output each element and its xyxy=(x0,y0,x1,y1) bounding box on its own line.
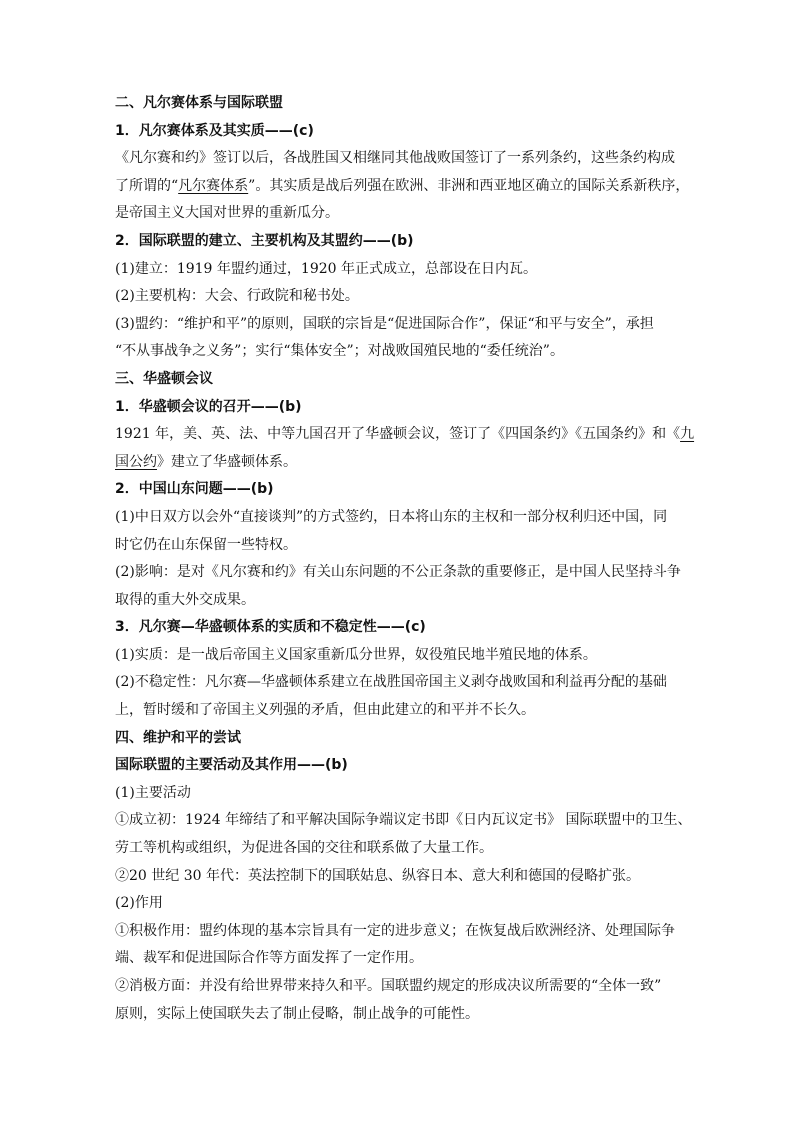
paragraph-line: 取得的重大外交成果。 xyxy=(115,591,255,608)
subsection-heading: 国际联盟的主要活动及其作用——(b) xyxy=(115,757,348,774)
paragraph-line: (1)建立：1919 年盟约通过，1920 年正式成立，总部设在日内瓦。 xyxy=(115,260,537,277)
paragraph-line xyxy=(115,424,695,444)
underlined-term: 九 xyxy=(680,426,695,443)
paragraph-line: 原则，实际上使国联失去了制止侵略，制止战争的可能性。 xyxy=(115,1005,479,1022)
paragraph-line xyxy=(115,176,690,196)
subsection-heading: 2．中国山东问题——(b) xyxy=(115,481,274,498)
subsection-heading: 3．凡尔赛—华盛顿体系的实质和不稳定性——(c) xyxy=(115,619,426,636)
paragraph-line: ②20 世纪 30 年代：英法控制下的国联姑息、纵容日本、意大利和德国的侵略扩张。 xyxy=(115,867,640,884)
paragraph-line: ①积极作用：盟约体现的基本宗旨具有一定的进步意义；在恢复战后欧洲经济、处理国际争 xyxy=(115,922,675,939)
text-run: ”。其实质是战后列强在欧洲、非洲和西亚地区确立的国际关系新秩序， xyxy=(248,177,690,194)
text-run: 》建立了华盛顿体系。 xyxy=(157,453,297,470)
subsection-heading: 1．凡尔赛体系及其实质——(c) xyxy=(115,122,314,139)
paragraph-line: 是帝国主义大国对世界的重新瓜分。 xyxy=(115,205,339,222)
paragraph-line: (3)盟约：“维护和平”的原则，国联的宗旨是“促进国际合作”，保证“和平与安全”，承担 xyxy=(115,315,654,332)
section-heading: 三、华盛顿会议 xyxy=(115,370,213,387)
paragraph-line: (2)主要机构：大会、行政院和秘书处。 xyxy=(115,288,359,305)
paragraph-line: (2)影响：是对《凡尔赛和约》有关山东问题的不公正条款的重要修正，是中国人民坚持斗争 xyxy=(115,564,681,581)
paragraph-line: ①成立初：1924 年缔结了和平解决国际争端议定书即《日内瓦议定书》 国际联盟中的卫生、 xyxy=(115,812,692,829)
paragraph-line xyxy=(115,452,682,472)
section-heading: 四、维护和平的尝试 xyxy=(115,729,241,746)
paragraph-line: (1)实质：是一战后帝国主义国家重新瓜分世界，奴役殖民地半殖民地的体系。 xyxy=(115,646,597,663)
paragraph-line: (2)作用 xyxy=(115,895,163,912)
underlined-term: 国公约 xyxy=(115,453,157,470)
paragraph-line: 《凡尔赛和约》签订以后，各战胜国又相继同其他战败国签订了一系列条约，这些条约构成 xyxy=(115,150,675,167)
paragraph-line: ②消极方面：并没有给世界带来持久和平。国联盟约规定的形成决议所需要的“全体一致” xyxy=(115,978,662,994)
subsection-heading: 2．国际联盟的建立、主要机构及其盟约——(b) xyxy=(115,232,414,249)
section-heading: 二、凡尔赛体系与国际联盟 xyxy=(115,95,283,111)
paragraph-line: 上，暂时缓和了帝国主义列强的矛盾，但由此建立的和平并不长久。 xyxy=(115,702,535,719)
subsection-heading: 1．华盛顿会议的召开——(b) xyxy=(115,398,302,415)
paragraph-line: (1)中日双方以会外“直接谈判”的方式签约，日本将山东的主权和一部分权利归还中国，同 xyxy=(115,508,668,525)
paragraph-line: (1)主要活动 xyxy=(115,784,191,801)
paragraph-line: 劳工等机构或组织，为促进各国的交往和联系做了大量工作。 xyxy=(115,840,493,857)
paragraph-line: (2)不稳定性：凡尔赛—华盛顿体系建立在战胜国帝国主义剥夺战败国和利益再分配的基础 xyxy=(115,674,667,691)
underlined-term: 凡尔赛体系 xyxy=(178,177,249,194)
paragraph-line: 端、裁军和促进国际合作等方面发挥了一定作用。 xyxy=(115,950,423,967)
text-run: 1921 年，美、英、法、中等九国召开了华盛顿会议，签订了《四国条约》《五国条约》和《 xyxy=(115,426,681,443)
paragraph-line: “不从事战争之义务”；实行“集体安全”；对战败国殖民地的“委任统治”。 xyxy=(115,343,564,360)
paragraph-line: 时它仍在山东保留一些特权。 xyxy=(115,536,297,553)
text-run: 了所谓的“ xyxy=(115,177,179,194)
